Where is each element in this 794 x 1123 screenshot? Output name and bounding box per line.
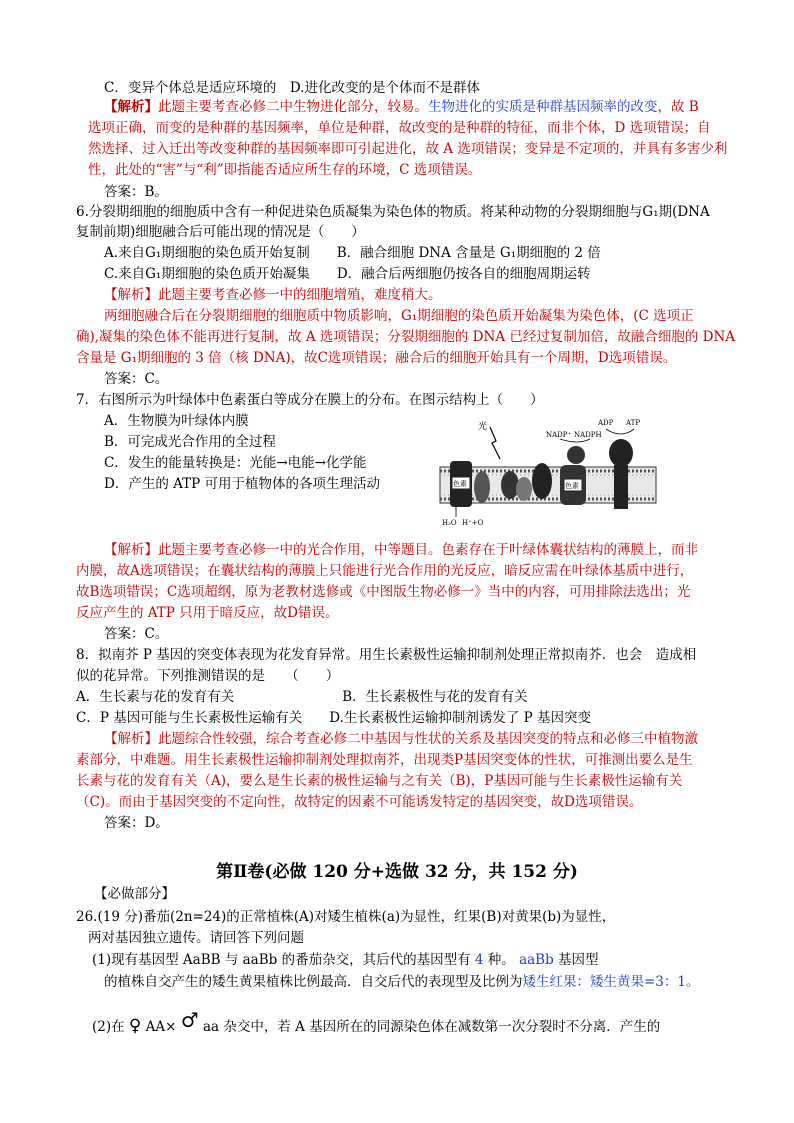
- female-symbol-icon: ♀: [128, 1016, 142, 1036]
- light-arrow: [490, 427, 500, 459]
- atp-arrow: [606, 429, 634, 434]
- q26-stem-line-2: 两对基因独立遗传。请回答下列问题: [88, 930, 304, 946]
- q7-option-d: D．产生的 ATP 可用于植物体的各项生理活动: [104, 476, 381, 492]
- protein-4: [532, 463, 552, 499]
- protein-3: [516, 477, 532, 501]
- pigment-label-2: 色素: [565, 482, 579, 490]
- nadp-arrow: [560, 439, 590, 442]
- q7-analysis-line-4: 反应产生的 ATP 只用于暗反应，故D错误。: [76, 605, 339, 621]
- q8-analysis-line-4: （C)。而由于基因突变的不定向性，故特定的因素不可能诱发特定的基因突变，故D选项错误。: [76, 794, 643, 810]
- q7-option-c: C．发生的能量转换是：光能→电能→化学能: [104, 455, 367, 471]
- atp-synthase-head: [609, 439, 633, 467]
- adp-label: ADP: [598, 419, 614, 427]
- q6-answer: 答案：C。: [104, 371, 169, 387]
- q5-analysis-segment: 选项正确，而变的是种群的基因频率，单位是种群，故改变的是种群的特征，而非个体，D 选项错误；自: [88, 120, 711, 136]
- q5-analysis-line-2: [88, 118, 711, 138]
- q5-analysis-segment: 然选择、过入迁出等改变种群的基因频率即可引起进化，故 A 选项错误；变异是不定项的，并具有多害少利: [88, 141, 728, 157]
- atp-label: ATP: [626, 419, 641, 427]
- q5-analysis-segment: 【解析】: [104, 99, 158, 115]
- q6-analysis-line-4: 含量是 G₁期细胞的 3 倍（核 DNA)，故C选项错误；融合后的细胞开始具有一个周期，D选项错误。: [76, 350, 677, 366]
- q26-part2-line-1: [92, 1008, 661, 1037]
- q26-part1-answer-1: 4: [474, 952, 484, 968]
- q26-part2-text-b: AA×: [145, 1019, 177, 1035]
- q26-part1-text-d: 的植株自交产生的矮生黄果植株比例最高．自交后代的表现型及比例为: [104, 974, 523, 990]
- q6-stem-line-2: 复制前期)细胞融合后可能出现的情况是（ ）: [76, 224, 365, 240]
- nadp-label: NADP⁺: [546, 431, 572, 439]
- q5-analysis-line-3: [88, 139, 727, 159]
- q6-options-ab: A.来自G₁期细胞的染色质开始复制 B．融合细胞 DNA 含量是 G₁期细胞的 2 倍: [104, 245, 601, 261]
- q6-analysis-line-1: 【解析】此题主要考查必修一中的细胞增殖，难度稍大。: [104, 287, 442, 303]
- q7-answer: 答案：C。: [104, 626, 169, 642]
- thylakoid-membrane-figure: [438, 415, 660, 530]
- q7-analysis-line-2: 内膜，故A选项错误；在囊状结构的薄膜上只能进行光合作用的光反应，暗反应需在叶绿体基质中进行，: [76, 563, 694, 579]
- q8-stem-line-1: 8．拟南芥 P 基因的突变体表现为花发育异常。用生长素极性运输抑制剂处理正常拟南芥．也会 造成相: [76, 647, 697, 663]
- nadp-reductase: [567, 446, 585, 464]
- pigment-label-1: 色素: [453, 480, 467, 488]
- q8-analysis-line-1: 【解析】此题综合性较强，综合考查必修二中基因与性状的关系及基因突变的特点和必修三中植物激: [104, 731, 698, 747]
- q6-options-cd: C.来自G₁期细胞的染色质开始凝集 D．融合后两细胞仍按各自的细胞周期运转: [104, 266, 591, 282]
- q5-analysis-line-1: [104, 97, 699, 117]
- q5-options-cd: C．变异个体总是适应环境的 D.进化改变的是个体而不是群体: [104, 80, 480, 96]
- q26-part1-answer-2: aaBb: [519, 952, 554, 968]
- protein-2: [501, 471, 519, 499]
- q8-options-ab: A．生长素与花的发育有关 B．生长素极性与花的发育有关: [76, 689, 528, 705]
- q26-part2-text-a: (2)在: [92, 1019, 125, 1035]
- q6-analysis-line-2: 两细胞融合后在分裂期细胞的细胞质中物质影响，G₁期细胞的染色质开始凝集为染色体，(C 选项正: [104, 308, 694, 324]
- q6-stem-line-1: 6.分裂期细胞的细胞质中含有一种促进染色质凝集为染色体的物质。将某种动物的分裂期细胞与G₁期(DNA: [76, 204, 710, 220]
- required-part-label: 【必做部分】: [94, 886, 175, 902]
- q26-part2-text-c: aa 杂交中，若 A 基因所在的同源染色体在减数第一次分裂时不分离．产生的: [203, 1019, 661, 1035]
- q7-option-b: B．可完成光合作用的全过程: [104, 434, 276, 450]
- q26-part1-line-2: [104, 972, 700, 992]
- water-label: H₂O: [442, 519, 457, 527]
- q5-analysis-segment: 性，此处的“害”与“利”即指能否适应所生存的环境，C 选项错误。: [88, 162, 482, 178]
- q26-part1-text-a: (1)现有基因型 AaBB 与 aaBb 的番茄杂交，其后代的基因型有: [92, 952, 471, 968]
- q7-analysis-line-3: 故B选项错误；C选项超纲，原为老教材选修或《中图版生物必修一》当中的内容，可用排除法选出；光: [76, 584, 691, 600]
- q26-stem-line-1: 26.(19 分)番茄(2n=24)的正常植株(A)对矮生植株(a)为显性，红果(B)对黄果(b)为显性，: [76, 909, 616, 925]
- q6-analysis-line-3: 确),凝集的染色体不能再进行复制，故 A 选项错误；分裂期细胞的 DNA 已经过复制加倍，故融合细胞的 DNA: [76, 329, 736, 345]
- male-symbol-icon: ♂: [180, 1008, 199, 1032]
- q5-answer: 答案：B。: [104, 184, 168, 200]
- light-label: 光: [478, 422, 488, 432]
- q7-option-a: A．生物膜为叶绿体内膜: [104, 413, 249, 429]
- section-title: 第Ⅱ卷(必做 120 分+选做 32 分，共 152 分): [216, 862, 578, 882]
- q8-answer: 答案：D。: [104, 815, 169, 831]
- q26-part1-answer-3: 矮生红果：矮生黄果=3：1。: [522, 974, 700, 990]
- nadph-label: NADPH: [574, 431, 602, 439]
- q8-stem-line-2: 似的花异常。下列推测错误的是 （ ）: [76, 668, 340, 684]
- q26-part1-text-b: 种。: [487, 952, 515, 968]
- protein-1: [474, 471, 490, 503]
- q7-analysis-line-1: 【解析】此题主要考查必修一中的光合作用，中等题目。色素存在于叶绿体囊状结构的薄膜上，而非: [104, 542, 698, 558]
- q5-analysis-segment: 生物进化的实质是种群基因频率的改变: [428, 99, 658, 115]
- q8-analysis-line-3: 长素与花的发育有关（A)，要么是生长素的极性运输与之有关（B)，P基因可能与生长素极性运输有关: [76, 773, 683, 789]
- q26-part1-line-1: [92, 950, 599, 970]
- q5-analysis-segment: ，故 B: [657, 99, 699, 115]
- q5-analysis-line-4: [88, 160, 481, 180]
- q26-part1-text-c: 基因型: [558, 952, 599, 968]
- products-label: H⁺+O: [462, 519, 484, 527]
- q8-analysis-line-2: 素部分，中难题。用生长素极性运输抑制剂处理拟南芥，出现类P基因突变体的性状，可推测出要么是生: [76, 752, 693, 768]
- q5-analysis-segment: 此题主要考查必修二中生物进化部分，较易。: [158, 99, 428, 115]
- q8-options-cd: C．P 基因可能与生长素极性运输有关 D.生长素极性运输抑制剂诱发了 P 基因突变: [76, 710, 592, 726]
- q7-stem: 7．右图所示为叶绿体中色素蛋白等成分在膜上的分布。在图示结构上（ ）: [76, 392, 544, 408]
- atp-synthase-stalk: [614, 465, 628, 509]
